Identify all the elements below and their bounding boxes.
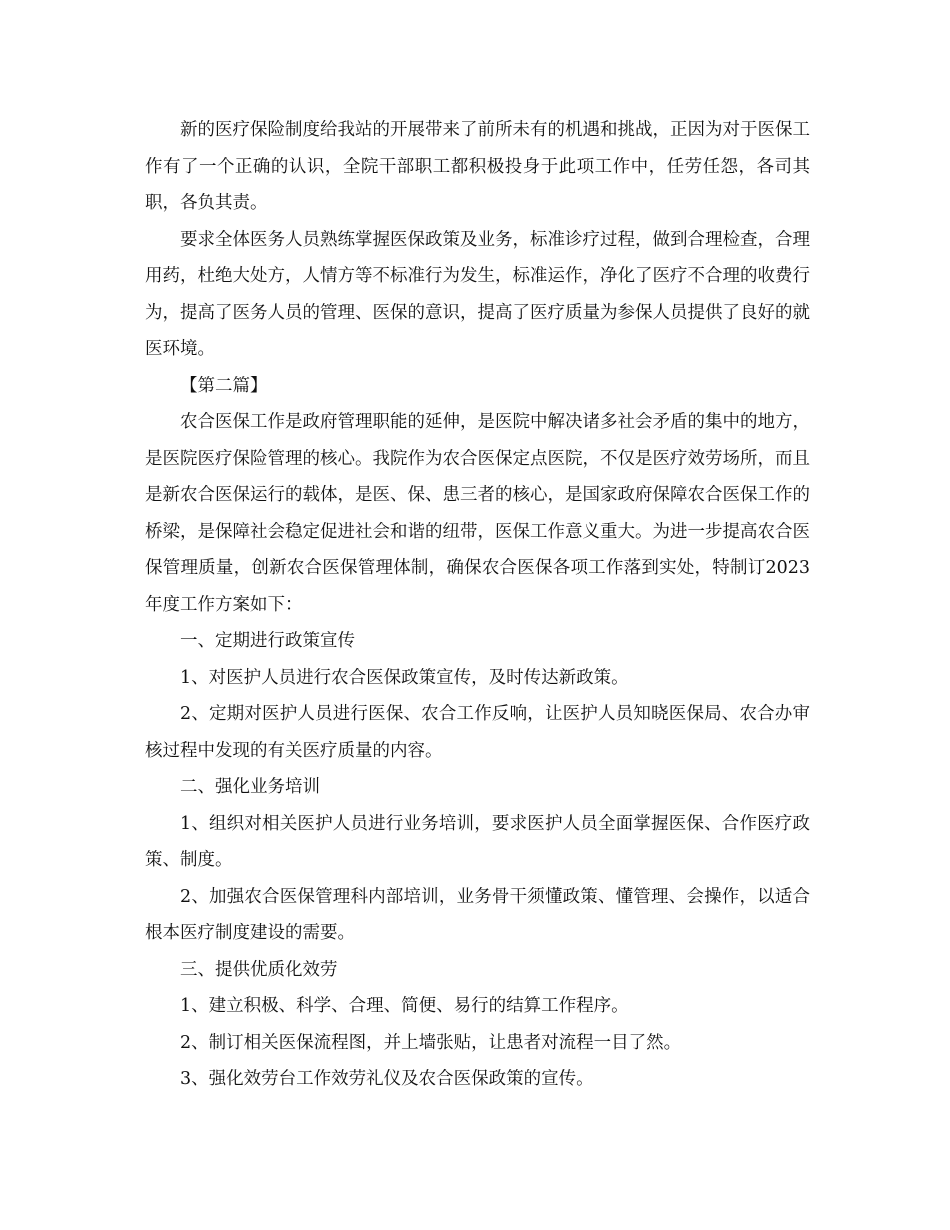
list-item: 3、强化效劳台工作效劳礼仪及农合医保政策的宣传。 bbox=[180, 1069, 594, 1089]
section-heading-second-part: 【第二篇】 bbox=[180, 375, 268, 396]
paragraph-overview: 农合医保工作是政府管理职能的延伸，是医院中解决诸多社会矛盾的集中的地方，是医院医疗保险管理的核心。我院作为农合医保定点医院，不仅是医疗效劳场所，而且是新农合医保运行的载体，是医、保、患三者的核心，是国家政府保障农合医保工作的桥梁，是保障社会稳定促进社会和谐的纽带，医保工作意义重大。为进一步提高农合医保管理质量，创新农合医保管理体制，确保农合医保各项工作落到实处，特制订2023年度工作方案如下： bbox=[145, 412, 810, 615]
list-item: 1、组织对相关医护人员进行业务培训，要求医护人员全面掌握医保、合作医疗政策、制度。 bbox=[145, 813, 810, 870]
list-item: 1、对医护人员进行农合医保政策宣传，及时传达新政策。 bbox=[180, 667, 629, 688]
list-item: 2、定期对医护人员进行医保、农合工作反响，让医护人员知晓医保局、农合办审核过程中发现的有关医疗质量的内容。 bbox=[145, 704, 810, 761]
document-body bbox=[145, 112, 810, 1098]
list-item: 1、建立积极、科学、合理、简便、易行的结算工作程序。 bbox=[180, 996, 629, 1016]
list-item: 2、制订相关医保流程图，并上墙张贴，让患者对流程一目了然。 bbox=[180, 1032, 682, 1053]
heading-quality-service: 三、提供优质化效劳 bbox=[180, 959, 338, 980]
heading-policy-promotion: 一、定期进行政策宣传 bbox=[180, 631, 355, 651]
heading-business-training: 二、强化业务培训 bbox=[180, 777, 320, 797]
paragraph-requirements: 要求全体医务人员熟练掌握医保政策及业务，标准诊疗过程，做到合理检查，合理用药，杜绝大处方，人情方等不标准行为发生，标准运作，净化了医疗不合理的收费行为，提高了医务人员的管理、医保的意识，提高了医疗质量为参保人员提供了良好的就医环境。 bbox=[145, 229, 810, 359]
paragraph-intro: 新的医疗保险制度给我站的开展带来了前所未有的机遇和挑战，正因为对于医保工作有了一个正确的认识，全院干部职工都积极投身于此项工作中，任劳任怨，各司其职，各负其责。 bbox=[145, 120, 810, 213]
list-item: 2、加强农合医保管理科内部培训，业务骨干须懂政策、懂管理、会操作，以适合根本医疗制度建设的需要。 bbox=[145, 886, 810, 943]
